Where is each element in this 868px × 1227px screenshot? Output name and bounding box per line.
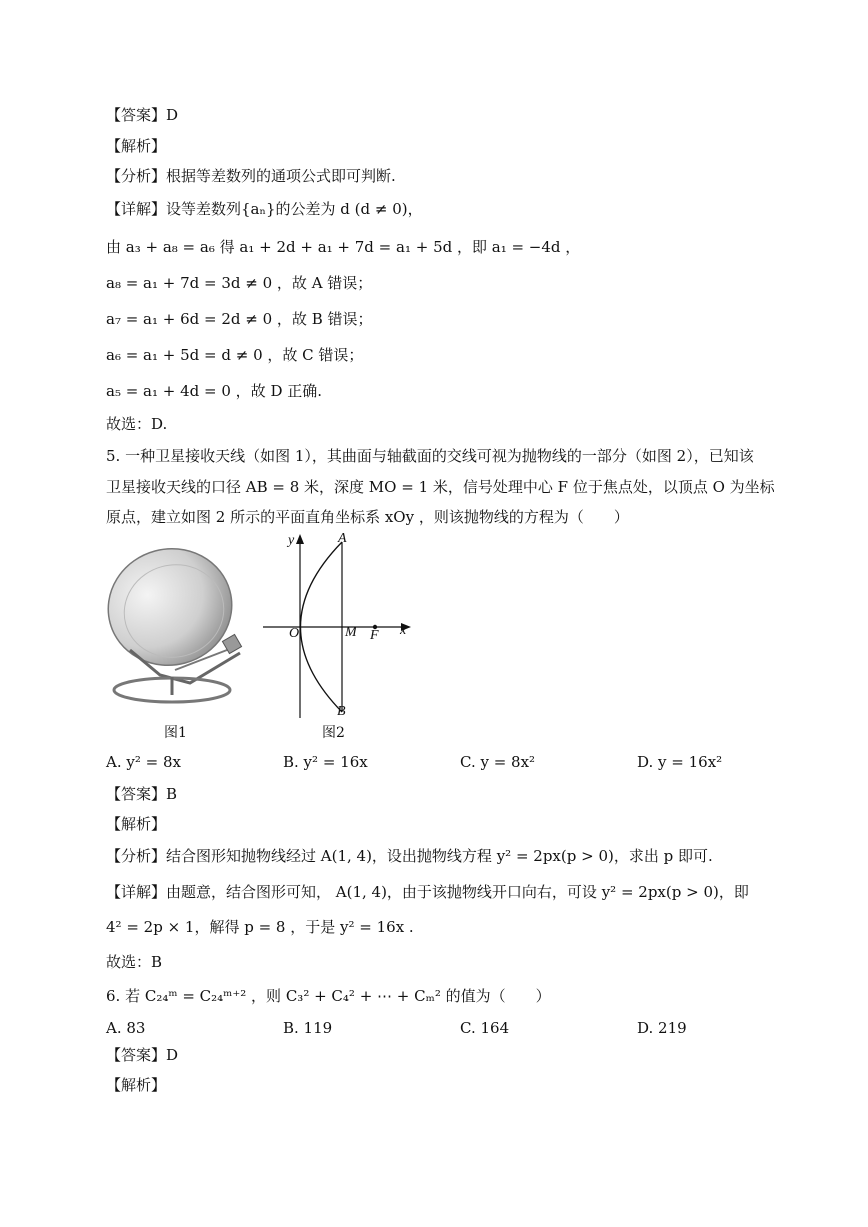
label-point-b: B <box>337 704 346 719</box>
label-point-m: M <box>345 625 357 640</box>
q5-option-a: A. y² = 8x <box>106 753 181 771</box>
analysis-label-q6: 【解析】 <box>106 1076 167 1094</box>
fenxi-q5: 【分析】结合图形知抛物线经过 A(1, 4)，设出抛物线方程 y² = 2px(p > 0)，求出 p 即可. <box>106 847 713 865</box>
fenxi-q4: 【分析】根据等差数列的通项公式即可判断. <box>106 167 396 185</box>
detail-q5-line-2: 4² = 2p × 1，解得 p = 8 ，于是 y² = 16x . <box>106 918 414 936</box>
q6-option-d: D. 219 <box>637 1019 687 1037</box>
figure-2-caption: 图2 <box>322 725 345 741</box>
analysis-label-q4: 【解析】 <box>106 137 167 155</box>
q5-stem-line-3: 原点，建立如图 2 所示的平面直角坐标系 xOy ，则该抛物线的方程为（ ） <box>106 508 629 526</box>
detail-q4: 【详解】设等差数列{aₙ}的公差为 d (d ≠ 0)， <box>106 200 423 218</box>
label-y-axis: y <box>288 533 295 548</box>
label-point-a: A <box>338 531 347 546</box>
q6-option-b: B. 119 <box>283 1019 333 1037</box>
q5-option-b: B. y² = 16x <box>283 753 368 771</box>
detail-q5-line-1: 【详解】由题意，结合图形可知， A(1, 4)，由于该抛物线开口向右，可设 y² = 2px(p > 0)，即 <box>106 883 749 901</box>
answer-label-q6: 【答案】D <box>106 1046 179 1064</box>
q5-option-d: D. y = 16x² <box>637 753 723 771</box>
equation-line-5: a₅ = a₁ + 4d = 0 ，故 D 正确. <box>106 382 323 400</box>
equation-line-4: a₆ = a₁ + 5d = d ≠ 0 ，故 C 错误； <box>106 346 364 364</box>
q5-stem-line-1: 5. 一种卫星接收天线（如图 1），其曲面与轴截面的交线可视为抛物线的一部分（如图 2），已知该 <box>106 447 754 465</box>
label-x-axis: x <box>400 623 407 638</box>
analysis-label-q5: 【解析】 <box>106 815 167 833</box>
equation-line-1: 由 a₃ + a₈ = a₆ 得 a₁ + 2d + a₁ + 7d = a₁ + 5d ，即 a₁ = −4d ， <box>106 238 581 256</box>
satellite-dish-figure <box>100 545 260 710</box>
equation-line-3: a₇ = a₁ + 6d = 2d ≠ 0 ，故 B 错误； <box>106 310 373 328</box>
q6-option-a: A. 83 <box>106 1019 146 1037</box>
q6-stem: 6. 若 C₂₄ᵐ = C₂₄ᵐ⁺² ，则 C₃² + C₄² + ⋯ + Cₘ² 的值为（ ） <box>106 987 551 1005</box>
label-focus-f: F <box>370 628 379 643</box>
q6-option-c: C. 164 <box>460 1019 510 1037</box>
answer-label-q4: 【答案】D <box>106 106 179 124</box>
answer-label-q5: 【答案】B <box>106 785 178 803</box>
q5-option-c: C. y = 8x² <box>460 753 536 771</box>
equation-line-2: a₈ = a₁ + 7d = 3d ≠ 0 ，故 A 错误； <box>106 274 373 292</box>
choice-q4: 故选：D. <box>106 415 168 433</box>
label-origin-o: O <box>289 626 300 641</box>
choice-q5: 故选：B <box>106 953 163 971</box>
figure-1-caption: 图1 <box>164 725 187 741</box>
q5-stem-line-2: 卫星接收天线的口径 AB = 8 米，深度 MO = 1 米，信号处理中心 F 位于焦点处，以顶点 O 为坐标 <box>106 478 775 496</box>
